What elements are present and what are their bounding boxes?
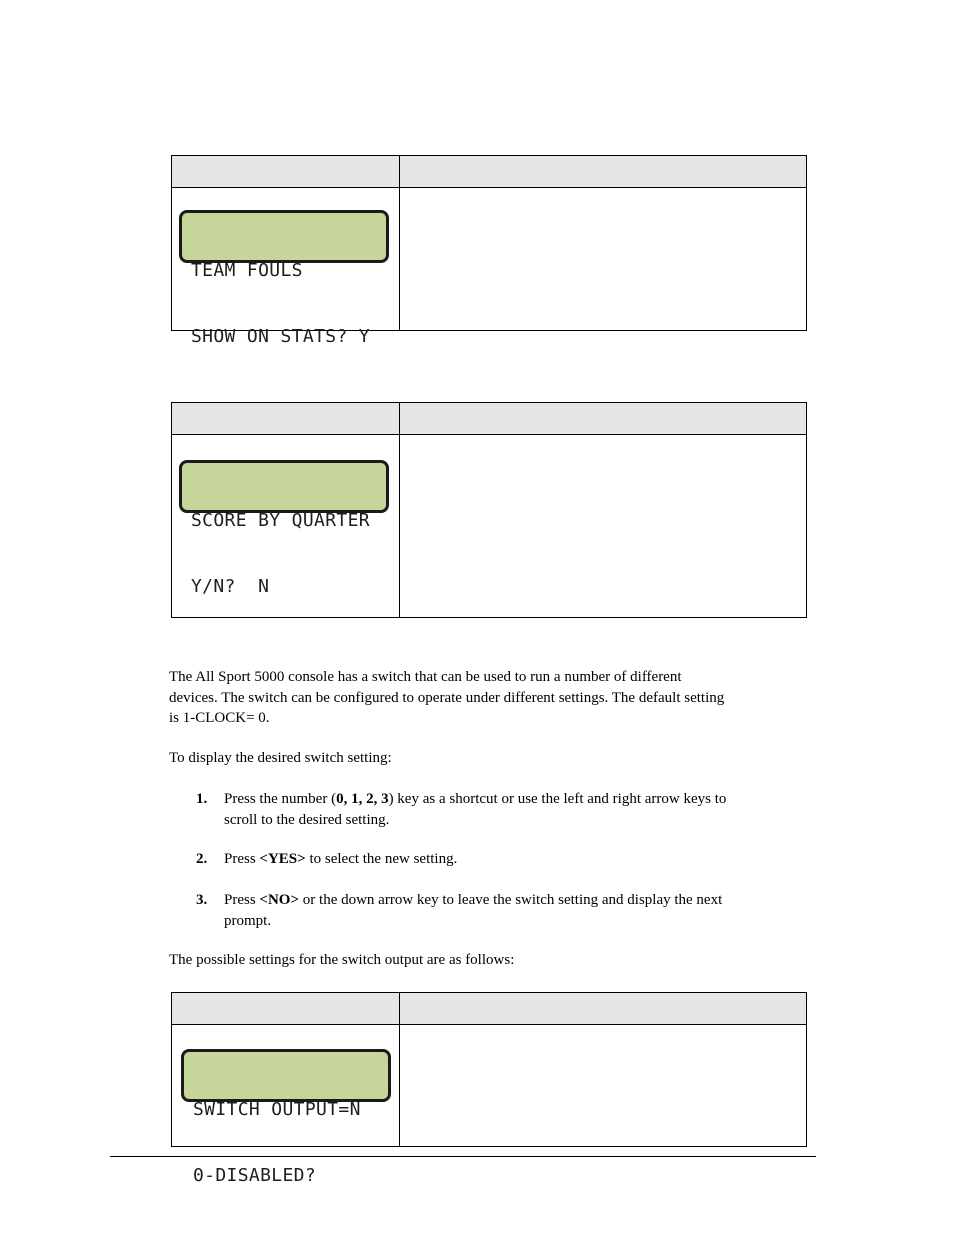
settings-lead: The possible settings for the switch output are as follows: — [169, 952, 515, 968]
lcd-line-1: SWITCH OUTPUT=N — [193, 1099, 361, 1120]
footer-rule — [110, 1156, 816, 1157]
step-text-bold: <YES> — [259, 851, 306, 867]
lcd-line-1: TEAM FOULS — [191, 260, 303, 281]
intro-line-3: is 1-CLOCK= 0. — [169, 710, 270, 726]
lcd-line-1: SCORE BY QUARTER — [191, 510, 370, 531]
setting-table-team-fouls — [171, 155, 807, 347]
intro-paragraph — [169, 667, 809, 729]
step-1 — [196, 789, 806, 830]
display-lead: To display the desired switch setting: — [169, 750, 392, 766]
step-text-pre: Press the number ( — [224, 791, 337, 807]
intro-line-2: devices. The switch can be configured to operate under different settings. The default setting — [169, 689, 725, 706]
lcd-display — [179, 460, 389, 597]
step-text-pre: Press — [224, 851, 260, 867]
lcd-display — [179, 210, 389, 347]
step-number: 2. — [196, 851, 208, 867]
setting-table-switch-output — [171, 992, 807, 1186]
step-number: 3. — [196, 892, 208, 908]
lcd-display — [181, 1049, 391, 1186]
table-header — [172, 993, 806, 1025]
step-text-post: or the down arrow key to leave the switch setting and display the next — [299, 892, 723, 908]
lcd-line-2: SHOW ON STATS? Y — [191, 326, 370, 347]
table-header — [172, 156, 806, 188]
step-3 — [196, 890, 806, 931]
lcd-line-2: Y/N? N — [191, 576, 270, 597]
table-header — [172, 403, 806, 435]
step-text-post: to select the new setting. — [305, 851, 458, 867]
step-text-bold: 0, 1, 2, 3 — [336, 791, 389, 807]
step-text-post: ) key as a shortcut or use the left and right arrow keys to — [388, 791, 727, 807]
step-text-pre: Press — [224, 892, 260, 908]
step-text-line2: prompt. — [224, 912, 272, 929]
intro-line-1: The All Sport 5000 console has a switch that can be used to run a number of different — [169, 669, 682, 685]
setting-table-score-by-quarter — [171, 402, 807, 618]
step-2 — [196, 849, 806, 870]
step-text-bold: <NO> — [259, 892, 300, 908]
lcd-line-2: 0-DISABLED? — [193, 1165, 317, 1186]
step-text-line2: scroll to the desired setting. — [224, 811, 390, 828]
step-number: 1. — [196, 791, 208, 807]
